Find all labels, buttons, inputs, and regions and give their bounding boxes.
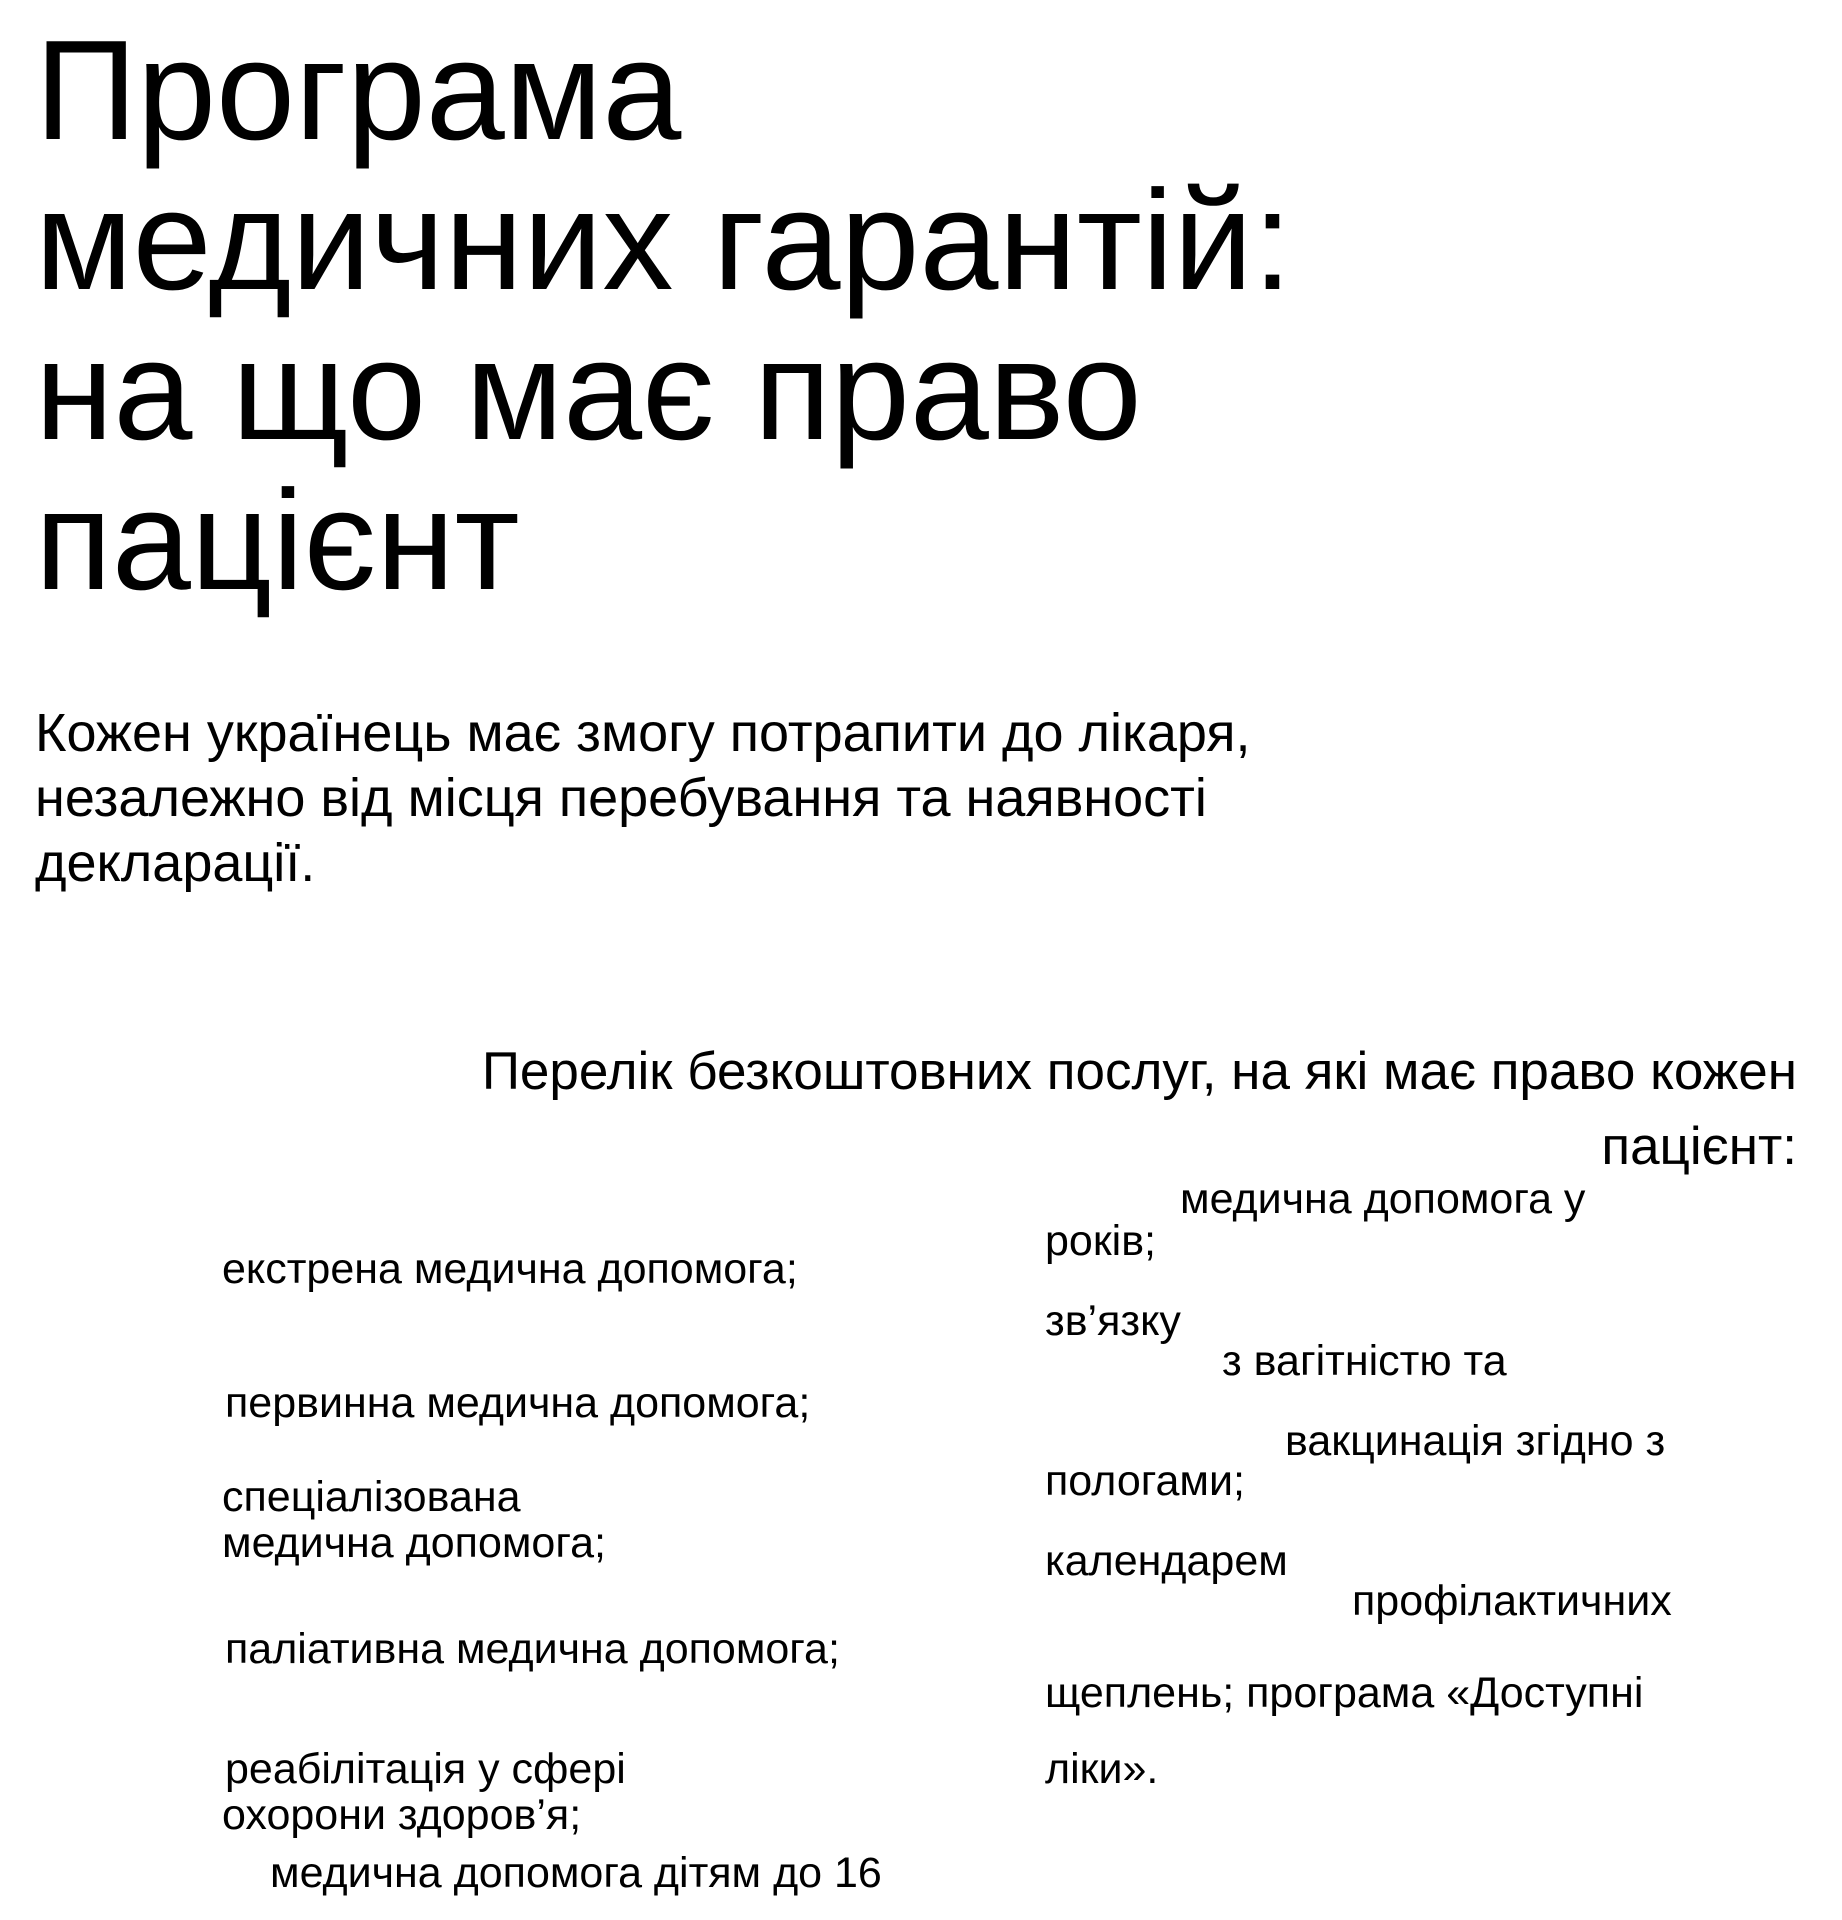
list-item: профілактичних <box>1352 1577 1672 1625</box>
services-heading-line-2: пацієнт: <box>1601 1117 1797 1176</box>
intro-line-1: Кожен українець має змогу потрапити до лікаря, <box>35 703 1251 763</box>
list-item: первинна медична допомога; <box>225 1379 811 1427</box>
title-line-1: Програма <box>35 11 682 170</box>
list-item: спеціалізована <box>222 1473 521 1521</box>
intro-line-3: декларації. <box>35 833 316 893</box>
list-item: медична допомога у <box>1180 1175 1586 1223</box>
services-heading-line-1: Перелік безкоштовних послуг, на які має право кожен <box>481 1042 1797 1101</box>
list-item: з вагітністю та <box>1222 1337 1507 1385</box>
list-item: медична допомога; <box>222 1519 606 1567</box>
list-item: календарем <box>1045 1537 1288 1585</box>
list-item: медична допомога дітям до 16 <box>270 1849 882 1897</box>
list-item: пологами; <box>1045 1457 1245 1505</box>
list-item: реабілітація у сфері <box>225 1745 626 1793</box>
title-line-2: медичних гарантій: <box>35 161 1293 320</box>
title-line-4: пацієнт <box>35 461 520 620</box>
list-item: паліативна медична допомога; <box>225 1625 840 1673</box>
list-item: років; <box>1045 1217 1156 1265</box>
list-item: ліки». <box>1045 1745 1159 1793</box>
list-item: екстрена медична допомога; <box>222 1245 798 1293</box>
list-item: щеплень; програма «Доступні <box>1045 1669 1644 1717</box>
list-item: вакцинація згідно з <box>1285 1417 1666 1465</box>
list-item: охорони здоров’я; <box>222 1791 582 1839</box>
title-line-3: на що має право <box>35 311 1142 470</box>
intro-line-2: незалежно від місця перебування та наявності <box>35 768 1207 828</box>
list-item: зв’язку <box>1045 1297 1181 1345</box>
